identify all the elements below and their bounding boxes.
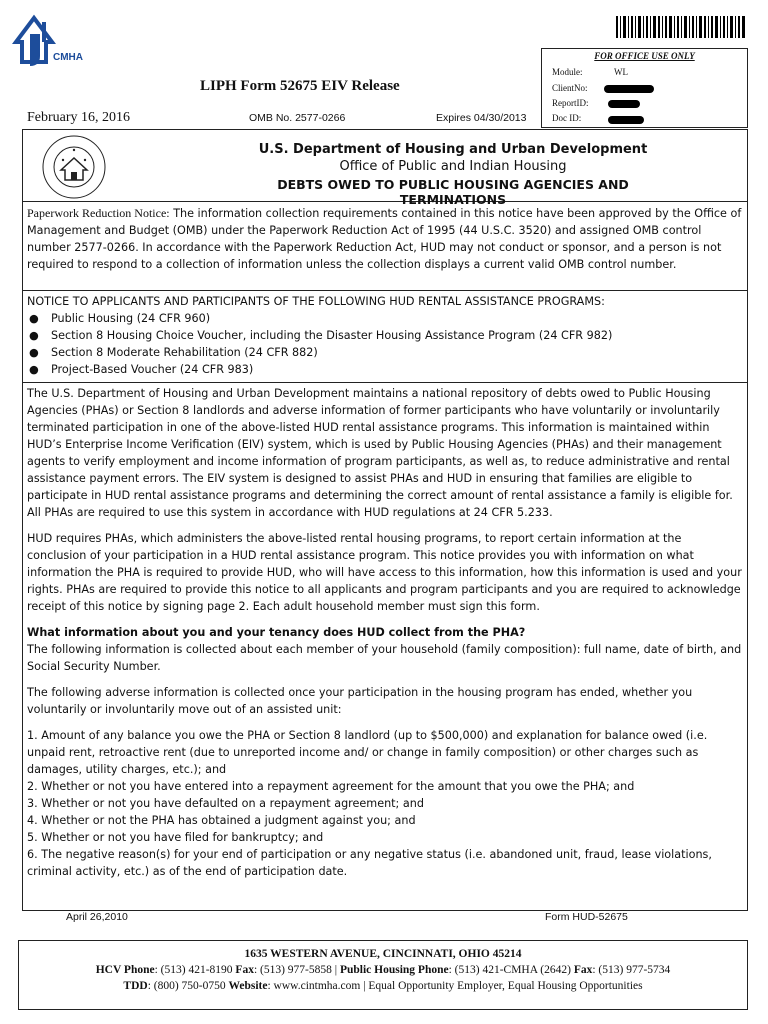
office-label: Doc ID: [552,113,582,123]
bullet-icon: ● [29,363,39,376]
paragraph-repository: The U.S. Department of Housing and Urban Development maintains a national repository of debts owed to Public Housing Agencies (PHAs) or Section 8 landlords and adverse information of former participants who have voluntarily or involuntarily terminated participation in one of the above-listed HUD rental assistance programs. This information is maintained within HUD’s Enterprise Income Verification (EIV) system, which is used by Public Housing Agencies (PHAs) and their management agents to verify employment and income information of program participants, as well as, to reduce administrative and rental assistance payment errors. The EIV system is designed to assist PHAs and HUD in ensuring that families are eligible to participate in HUD rental assistance programs and determining the correct amount of rental assistance a family is eligible for. All PHAs are required to use this system in accordance with HUD regulations at 24 CFR 5.233. [27,387,733,519]
notice-title: DEBTS OWED TO PUBLIC HOUSING AGENCIES AND TERMINATIONS [277,177,629,207]
address-line: 1635 WESTERN AVENUE, CINCINNATI, OHIO 45214 [244,948,522,960]
phone-line [19,962,747,978]
program-text: Public Housing (24 CFR 960) [51,312,211,325]
list-item: 2. Whether or not you have entered into a repayment agreement for the amount that you owe the PHA; and [27,780,635,793]
redaction-bar [608,100,640,108]
barcode-icon [616,16,746,38]
hud-header [23,130,747,207]
hcv-phone: : (513) 421-8190 [154,964,236,976]
redaction-bar [608,116,644,124]
list-item: 1. Amount of any balance you owe the PHA or Section 8 landlord (up to $500,000) and explanation for balance owed (i.e. unpaid rent, retroactive rent (due to unreported income and/ or change in family composition) or other charges such as damages, utility charges, etc.); and [27,729,708,776]
website-link[interactable]: : www.cintmha.com | Equal Opportunity Employer, Equal Housing Opportunities [267,980,643,992]
expires-date: Expires 04/30/2013 [436,112,527,124]
footer-date: April 26,2010 [66,911,128,923]
list-item [27,361,743,378]
paperwork-text: The information collection requirements contained in this notice have been approved by the Office of Management and Budget (OMB) under the Paperwork Reduction Act of 1995 (44 U.S.C. 3520) and assigned OMB control number 2577-0266. In accordance with the Paperwork Reduction Act, HUD may not conduct or sponsor, and a person is not required to respond to a collection of information unless the collection displays a current valid OMB control number. [27,207,742,271]
bullet-icon: ● [29,312,39,325]
logo-text: CMHA [53,52,83,63]
bullet-icon: ● [29,346,39,359]
website-label: Website [228,980,268,992]
paragraph-requirements: HUD requires PHAs, which administers the above-listed rental housing programs, to report certain information at the conclusion of your participation in a HUD rental assistance program. This notice provides you with information on what information the PHA is required to provide HUD, who will have access to this information, how this information is used and your rights. PHAs are required to provide this notice to all applicants and program participants and you are required to acknowledge receipt of this notice by signing page 2. Each adult household member must sign this form. [27,532,742,613]
list-item [27,344,743,361]
list-item [27,310,743,327]
program-text: Section 8 Housing Choice Voucher, including the Disaster Housing Assistance Program (24 CFR 982) [51,329,613,342]
office-value-module: WL [614,67,628,77]
hcv-label: HCV Phone [95,964,155,976]
program-text: Section 8 Moderate Rehabilitation (24 CFR 882) [51,346,318,359]
office-label: Module: [552,67,583,77]
list-item [27,327,743,344]
paragraph-collection [27,624,743,675]
footer-form-number: Form HUD-52675 [545,911,628,923]
office-row-module [552,67,583,77]
tdd-label: TDD [123,980,148,992]
address-box [18,940,748,1010]
programs-list [27,310,743,378]
list-item: 6. The negative reason(s) for your end of participation or any negative status (i.e. abandoned unit, fraud, lease violations, criminal activity, etc.) as of the end of participation date. [27,848,712,878]
question-text: The following information is collected about each member of your household (family composition): full name, date of birth, and Social Security Number. [27,643,742,673]
ph-phone: : (513) 421-CMHA (2642) [448,964,574,976]
list-item: 3. Whether or not you have defaulted on a repayment agreement; and [27,797,424,810]
fax-label: Fax [235,964,254,976]
office-use-box [541,48,748,128]
hud-seal-icon [41,134,107,200]
program-text: Project-Based Voucher (24 CFR 983) [51,363,254,376]
fax-number: : (513) 977-5734 [592,964,671,976]
fax-label: Fax [573,964,593,976]
redaction-bar [604,85,654,93]
hud-title-block [223,142,683,207]
office-row-docid [552,113,581,123]
ph-label: Public Housing Phone [339,964,449,976]
list-item: 4. Whether or not the PHA has obtained a judgment against you; and [27,814,416,827]
paperwork-label: Paperwork Reduction Notice: [27,206,170,220]
list-item: 5. Whether or not you have filed for bankruptcy; and [27,831,324,844]
form-title: LIPH Form 52675 EIV Release [200,78,400,94]
office-label: ReportID: [552,98,589,108]
question-heading: What information about you and your tenancy does HUD collect from the PHA? [27,626,526,639]
office-row-clientno [552,83,588,93]
paragraph-adverse: The following adverse information is collected once your participation in the housing program has ended, whether you voluntarily or involuntarily move out of an assisted unit: [27,686,693,716]
paperwork-notice [23,203,747,291]
adverse-list [27,727,743,880]
fax-number: : (513) 977-5858 | [253,964,340,976]
programs-heading: NOTICE TO APPLICANTS AND PARTICIPANTS OF THE FOLLOWING HUD RENTAL ASSISTANCE PROGRAMS: [27,295,605,308]
header-date: February 16, 2016 [27,110,131,125]
main-text [23,383,747,911]
office-use-title: FOR OFFICE USE ONLY [594,51,695,61]
bullet-icon: ● [29,329,39,342]
office-row-reportid [552,98,589,108]
office-label: ClientNo: [552,83,588,93]
omb-number: OMB No. 2577-0266 [249,112,346,124]
contact-line [19,978,747,994]
programs-notice [23,291,747,383]
tdd-number: : (800) 750-0750 [147,980,229,992]
hud-office: Office of Public and Indian Housing [339,159,567,174]
form-body [22,129,748,911]
hud-department: U.S. Department of Housing and Urban Development [258,142,648,157]
